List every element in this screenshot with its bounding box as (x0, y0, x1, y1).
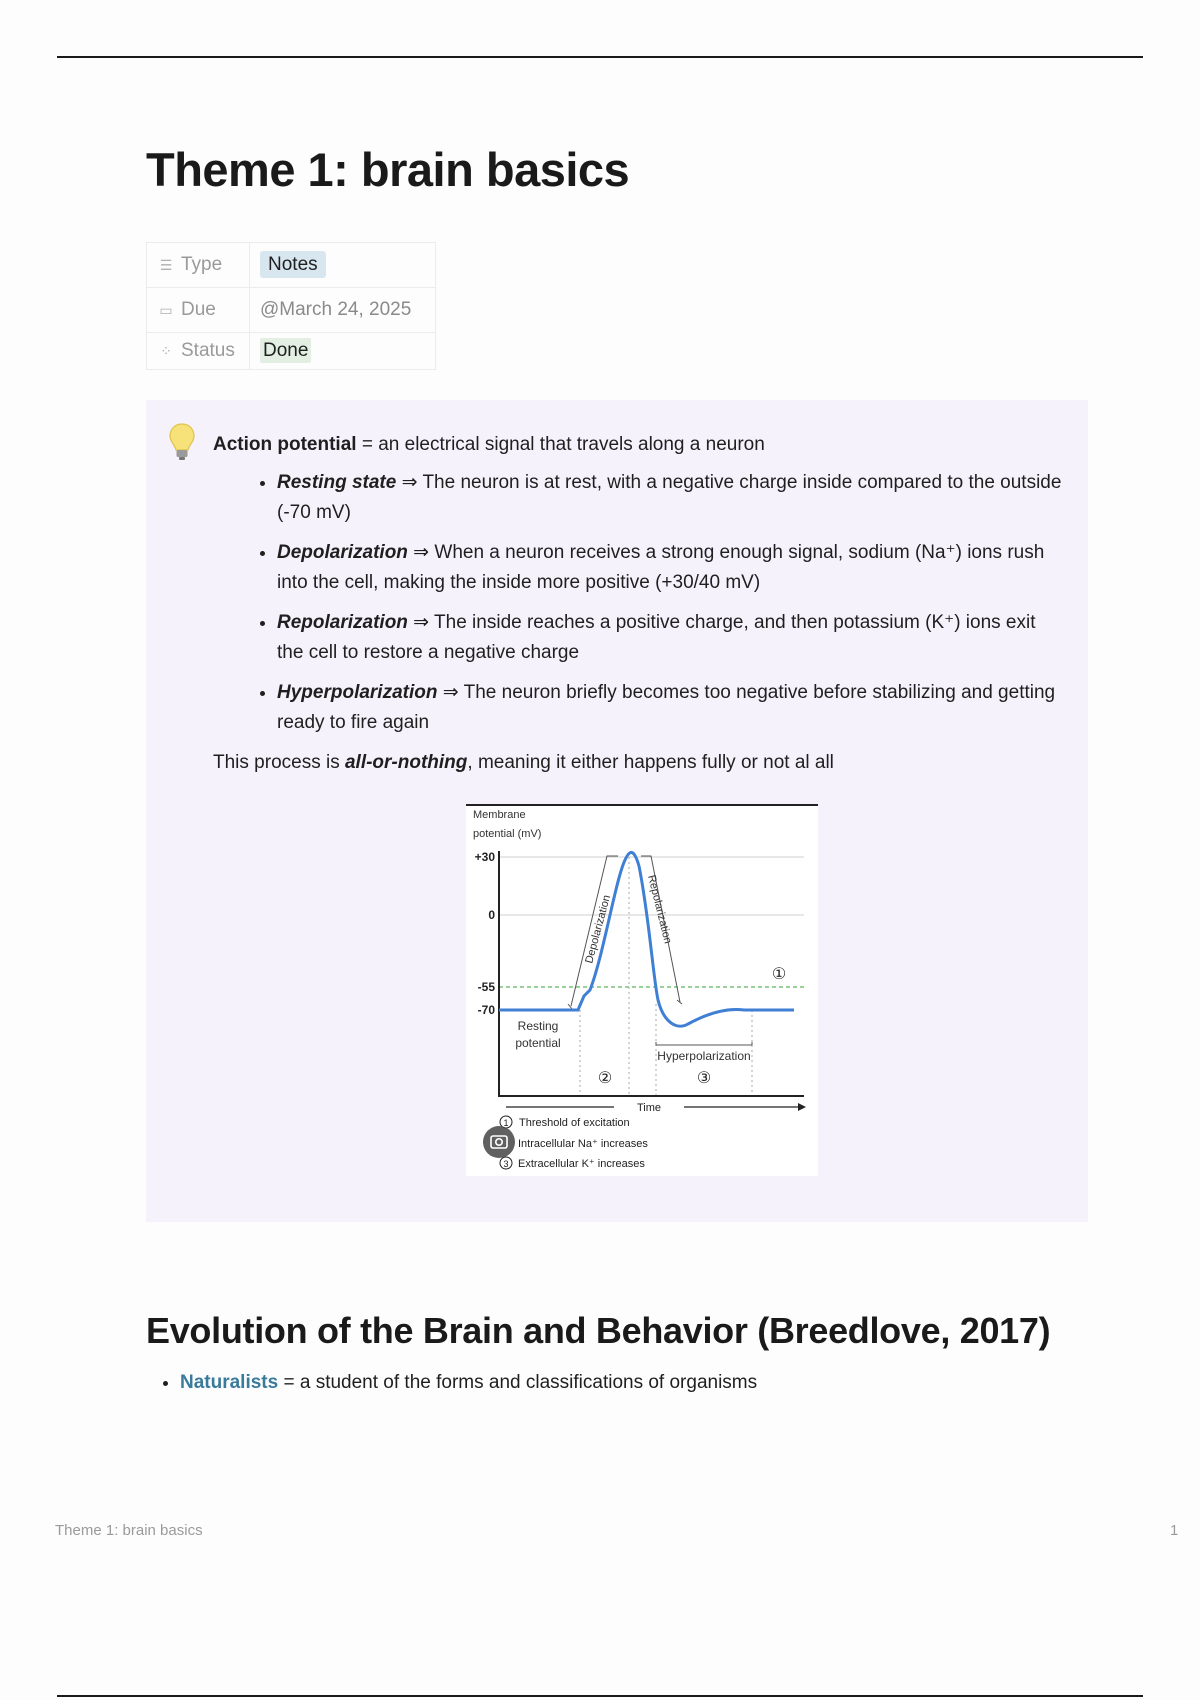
list-item: • Hyperpolarization ⇒ The neuron briefly becomes too negative before stabilizing and getting ready to fire again (277, 678, 1063, 738)
callout-list (213, 468, 1063, 738)
svg-text:3: 3 (503, 1159, 509, 1169)
properties-table (146, 242, 436, 370)
y-axis-label-line2: potential (mV) (473, 828, 542, 840)
type-tag[interactable]: Notes (260, 251, 326, 278)
list-item: • Resting state ⇒ The neuron is at rest, with a negative charge inside compared to the outside (-70 mV) (277, 468, 1063, 528)
list-item: • Naturalists = a student of the forms and classifications of organisms (180, 1368, 1080, 1398)
repolarization-label: Repolarization (645, 873, 674, 945)
tick-label: -70 (477, 1003, 495, 1017)
hyperpolarization-label: Hyperpolarization (657, 1049, 751, 1063)
property-row-due[interactable] (147, 288, 436, 333)
marker-3: ③ (696, 1070, 712, 1087)
bottom-rule (57, 1695, 1143, 1697)
section-list (146, 1368, 1080, 1398)
lightbulb-icon (168, 422, 196, 467)
due-date[interactable]: @March 24, 2025 (260, 299, 412, 320)
callout-closing: This process is all-or-nothing, meaning it either happens fully or not al all (213, 752, 834, 773)
property-row-status[interactable] (147, 333, 436, 370)
property-key: Due (181, 299, 216, 320)
legend-item: Extracellular K⁺ increases (518, 1158, 645, 1170)
property-key: Status (181, 340, 235, 361)
marker-2: ② (597, 1070, 613, 1087)
callout-intro: Action potential = an electrical signal that travels along a neuron (213, 434, 765, 455)
list-item: • Repolarization ⇒ The inside reaches a positive charge, and then potassium (K⁺) ions exit the cell to restore a negative charge (277, 608, 1063, 668)
x-axis-label: Time (636, 1102, 662, 1114)
footer-title: Theme 1: brain basics (55, 1522, 203, 1539)
callout-text (213, 430, 1063, 778)
calendar-icon: ▭ (159, 302, 173, 318)
marker-1: ① (771, 966, 787, 983)
resting-label-line1: Resting (517, 1019, 559, 1033)
page-title: Theme 1: brain basics (146, 143, 630, 196)
resting-label-line2: potential (515, 1036, 561, 1050)
legend-item: Intracellular Na⁺ increases (518, 1138, 648, 1150)
status-tag[interactable]: Done (260, 338, 311, 363)
status-spinner-icon: ⁘ (160, 343, 172, 359)
depolarization-label: Depolarization (583, 893, 614, 965)
action-potential-diagram (466, 804, 818, 1176)
image-search-icon[interactable] (483, 1126, 515, 1158)
naturalists-link[interactable]: Naturalists (180, 1372, 279, 1393)
callout-block (146, 400, 1088, 1222)
top-rule (57, 56, 1143, 58)
tick-label: 0 (488, 908, 495, 922)
svg-text:1: 1 (503, 1118, 509, 1128)
legend-item: Threshold of excitation (519, 1117, 630, 1129)
tick-label: -55 (477, 980, 495, 994)
property-key: Type (181, 254, 223, 275)
list-icon: ☰ (159, 257, 173, 273)
list-item: • Depolarization ⇒ When a neuron receives a strong enough signal, sodium (Na⁺) ions rush into the cell, making the inside more positive (+30/40 mV) (277, 538, 1063, 598)
tick-label: +30 (474, 850, 495, 864)
page-number: 1 (1170, 1522, 1179, 1539)
section-heading: Evolution of the Brain and Behavior (Breedlove, 2017) (146, 1310, 1051, 1351)
property-row-type[interactable] (147, 243, 436, 288)
y-axis-label-line1: Membrane (473, 809, 526, 821)
